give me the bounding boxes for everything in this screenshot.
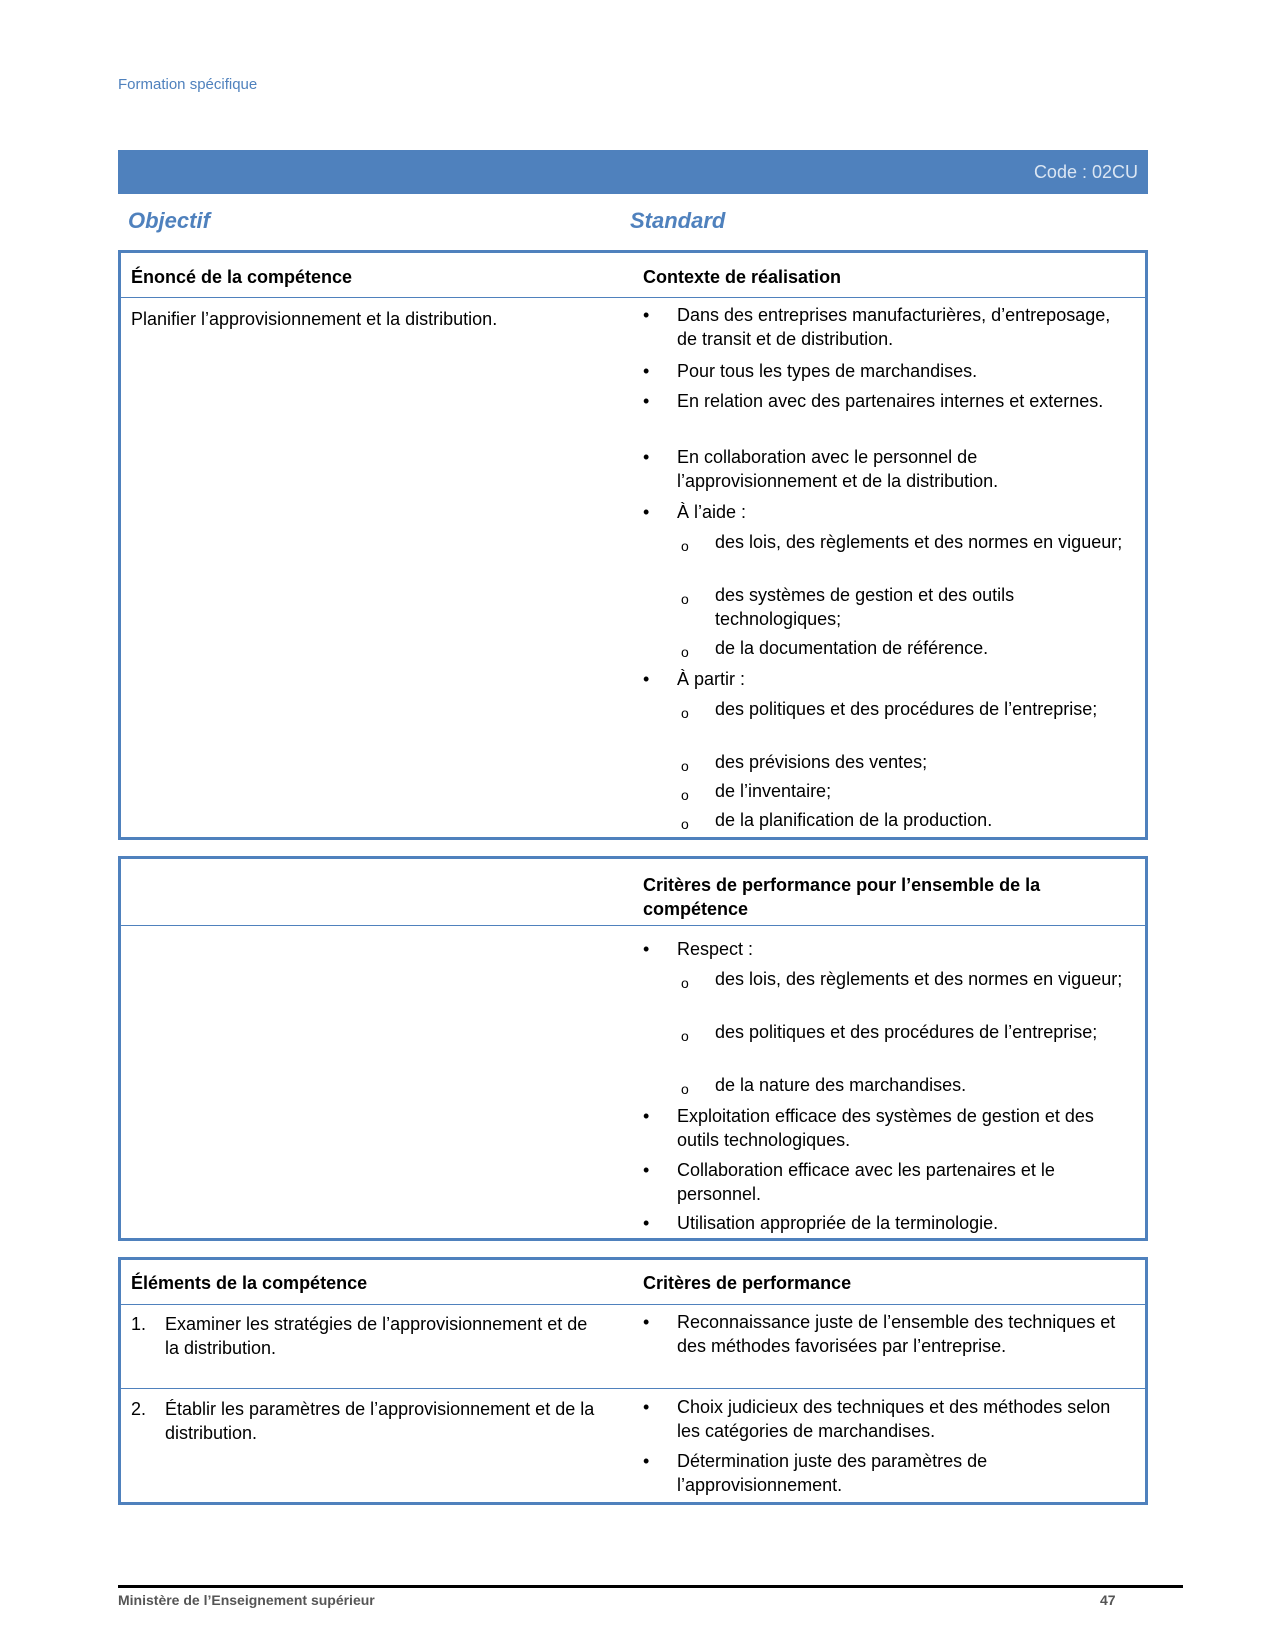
respect-sub-3: o de la nature des marchandises. xyxy=(681,1075,967,1097)
criteria-bullet-4: • Utilisation appropriée de la terminologie. xyxy=(643,1213,999,1233)
contexte-bullet-3: • En relation avec des partenaires internes et externes. xyxy=(643,391,1104,411)
section3-header-row xyxy=(121,1260,1145,1305)
section-enonce-contexte xyxy=(118,250,1148,840)
criteria-bullet-3: • Collaboration efficace avec les partenaires et le personnel. xyxy=(643,1160,1055,1204)
aide-sub-3: o de la documentation de référence. xyxy=(681,638,989,660)
standard-heading: Standard xyxy=(630,208,726,233)
code-bar xyxy=(118,150,1148,194)
footer-ministry: Ministère de l’Enseignement supérieur xyxy=(118,1592,375,1608)
criteres-heading: Critères de performance xyxy=(643,1273,852,1293)
objectif-heading: Objectif xyxy=(128,208,210,233)
running-header: Formation spécifique xyxy=(118,76,258,93)
partir-sub-1: o des politiques et des procédures de l’entreprise; xyxy=(681,699,1098,721)
competency-code: Code : 02CU xyxy=(1033,162,1138,182)
element-2-criterion-1: • Choix judicieux des techniques et des méthodes selon les catégories de marchandises. xyxy=(643,1397,1111,1441)
criteres-ensemble-heading: Critères de performance pour l’ensemble de la compétence xyxy=(643,875,1041,919)
partir-sub-4: o de la planification de la production. xyxy=(681,810,993,832)
contexte-bullet-1: • Dans des entreprises manufacturières, d’entreposage, de transit et de distribution. xyxy=(643,305,1111,349)
respect-bullet: • Respect : xyxy=(643,939,754,959)
aide-sub-2: o des systèmes de gestion et des outils technologiques; xyxy=(681,585,1015,629)
competency-statement: Planifier l’approvisionnement et la distribution. xyxy=(131,309,498,329)
element-row xyxy=(121,1304,1145,1389)
aide-sub-1: o des lois, des règlements et des normes en vigueur; xyxy=(681,532,1123,554)
respect-sub-2: o des politiques et des procédures de l’entreprise; xyxy=(681,1022,1098,1044)
footer-rule xyxy=(118,1585,1183,1588)
elements-heading: Éléments de la compétence xyxy=(131,1273,368,1293)
section-elements-criteres xyxy=(118,1257,1148,1505)
partir-sub-3: o de l’inventaire; xyxy=(681,781,832,803)
contexte-heading: Contexte de réalisation xyxy=(643,267,842,287)
respect-sub-1: o des lois, des règlements et des normes en vigueur; xyxy=(681,969,1123,991)
element-1-criterion-1: • Reconnaissance juste de l’ensemble des techniques et des méthodes favorisées par l’entreprise. xyxy=(643,1312,1116,1356)
partir-sub-2: o des prévisions des ventes; xyxy=(681,752,928,774)
contexte-bullet-partir: • À partir : xyxy=(643,669,746,689)
contexte-bullet-2: • Pour tous les types de marchandises. xyxy=(643,361,978,381)
element-2: 2. Établir les paramètres de l’approvisionnement et de la distribution. xyxy=(131,1399,595,1443)
contexte-bullet-4: • En collaboration avec le personnel de l’approvisionnement et de la distribution. xyxy=(643,447,999,491)
criteria-bullet-2: • Exploitation efficace des systèmes de gestion et des outils technologiques. xyxy=(643,1106,1094,1150)
element-2-criterion-2: • Détermination juste des paramètres de l’approvisionnement. xyxy=(643,1451,988,1495)
enonce-heading: Énoncé de la compétence xyxy=(131,267,353,287)
element-1: 1. Examiner les stratégies de l’approvisionnement et de la distribution. xyxy=(131,1314,588,1358)
section2-header-row xyxy=(121,859,1145,926)
section1-header-row xyxy=(121,253,1145,298)
element-row xyxy=(121,1389,1145,1505)
contexte-bullet-aide: • À l’aide : xyxy=(643,502,747,522)
page-number: 47 xyxy=(1100,1592,1116,1608)
section-criteres-ensemble xyxy=(118,856,1148,1241)
